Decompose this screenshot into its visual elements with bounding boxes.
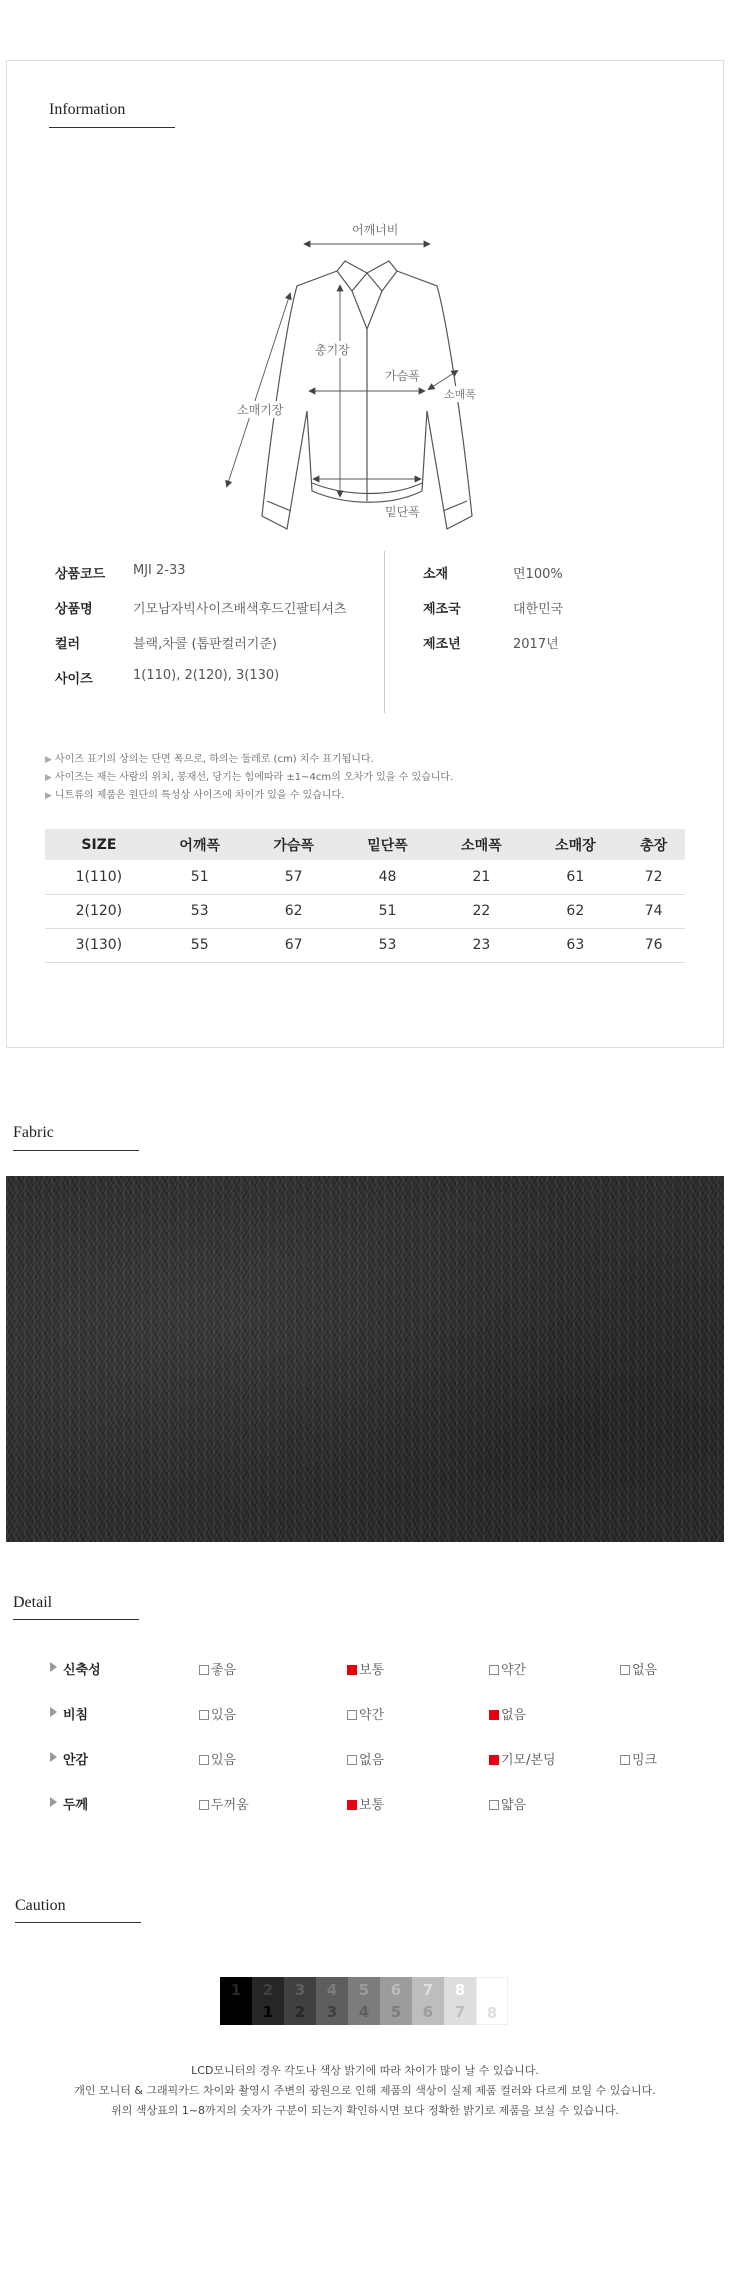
information-title: Information bbox=[49, 101, 126, 118]
shoulder-width-label: 어깨너비 bbox=[352, 223, 399, 237]
table-cell: 63 bbox=[528, 928, 622, 962]
option-yes: 있음 bbox=[199, 1749, 236, 1768]
row-arrow-icon bbox=[50, 1797, 57, 1807]
checkbox-icon bbox=[347, 1755, 357, 1765]
spec-label: 제조국 bbox=[423, 602, 461, 617]
checkbox-icon bbox=[199, 1710, 209, 1720]
checkbox-icon bbox=[489, 1665, 499, 1675]
brightness-swatch: 8 bbox=[476, 1977, 508, 2025]
table-cell: 53 bbox=[153, 894, 247, 928]
note-item: ▶ 사이즈는 재는 사람의 위치, 봉재선, 당기는 힘에따라 ±1~4cm의 오차가 있을 수 있습니다. bbox=[45, 772, 454, 783]
table-cell: 2(120) bbox=[45, 894, 153, 928]
brightness-swatch: 2 1 bbox=[252, 1977, 284, 2025]
option-none: 없음 bbox=[489, 1704, 526, 1723]
row-arrow-icon bbox=[50, 1752, 57, 1762]
option-slight: 약간 bbox=[489, 1659, 526, 1678]
row-arrow-icon bbox=[50, 1707, 57, 1717]
caution-title: Caution bbox=[15, 1897, 66, 1914]
detail-row-elasticity bbox=[0, 1659, 730, 1679]
header-cell: 총장 bbox=[622, 829, 685, 860]
spec-value: 면100% bbox=[513, 567, 563, 582]
option-thin: 얇음 bbox=[489, 1794, 526, 1813]
spec-value: MJI 2-33 bbox=[133, 563, 186, 578]
checkbox-icon bbox=[199, 1800, 209, 1810]
spec-label: 사이즈 bbox=[55, 672, 93, 687]
fabric-title: Fabric bbox=[13, 1124, 54, 1141]
detail-label: 비침 bbox=[63, 1708, 89, 1723]
spec-value: 2017년 bbox=[513, 637, 559, 652]
table-cell: 51 bbox=[153, 860, 247, 894]
size-notes bbox=[45, 751, 453, 805]
note-item: ▶ 사이즈 표기의 상의는 단면 폭으로, 하의는 둘레로 (cm) 치수 표기됩니다. bbox=[45, 754, 374, 765]
table-cell: 57 bbox=[247, 860, 341, 894]
table-row bbox=[45, 928, 685, 962]
brightness-swatch: 8 7 bbox=[444, 1977, 476, 2025]
fabric-texture-image bbox=[6, 1176, 724, 1542]
table-cell: 62 bbox=[528, 894, 622, 928]
spec-label: 컬러 bbox=[55, 637, 81, 652]
spec-label: 상품코드 bbox=[55, 567, 106, 582]
detail-title-rule bbox=[13, 1619, 139, 1620]
option-yes: 있음 bbox=[199, 1704, 236, 1723]
table-cell: 55 bbox=[153, 928, 247, 962]
fabric-title-rule bbox=[13, 1150, 139, 1151]
table-cell: 1(110) bbox=[45, 860, 153, 894]
spec-value: 블랙,차콜 (톱판컬러기준) bbox=[133, 637, 277, 652]
option-none: 없음 bbox=[620, 1659, 657, 1678]
header-cell: SIZE bbox=[45, 829, 153, 860]
table-cell: 74 bbox=[622, 894, 685, 928]
spec-label: 제조년 bbox=[423, 637, 461, 652]
option-normal: 보통 bbox=[347, 1659, 384, 1678]
checkbox-checked-icon bbox=[489, 1755, 499, 1765]
brightness-swatch: 4 3 bbox=[316, 1977, 348, 2025]
detail-row-thickness bbox=[0, 1794, 730, 1814]
spec-label: 소재 bbox=[423, 567, 449, 582]
header-cell: 어깨폭 bbox=[153, 829, 247, 860]
header-cell: 밑단폭 bbox=[341, 829, 435, 860]
table-cell: 23 bbox=[434, 928, 528, 962]
header-cell: 가슴폭 bbox=[247, 829, 341, 860]
table-cell: 3(130) bbox=[45, 928, 153, 962]
table-row bbox=[45, 860, 685, 894]
spec-divider bbox=[384, 551, 385, 713]
chest-width-label: 가슴폭 bbox=[385, 369, 420, 383]
spec-value: 대한민국 bbox=[513, 602, 564, 617]
spec-value: 기모남자빅사이즈배색후드긴팔티셔츠 bbox=[133, 602, 347, 617]
information-section bbox=[6, 60, 724, 1048]
table-cell: 76 bbox=[622, 928, 685, 962]
detail-label: 신축성 bbox=[63, 1663, 101, 1678]
note-arrow-icon: ▶ bbox=[45, 791, 52, 801]
checkbox-icon bbox=[620, 1665, 630, 1675]
caution-line: 개인 모니터 & 그래픽카드 차이와 촬영시 주변의 광원으로 인해 제품의 색상이 실제 제품 컬러와 다르게 보일 수 있습니다. bbox=[74, 2084, 656, 2097]
checkbox-icon bbox=[489, 1800, 499, 1810]
detail-row-seethrough bbox=[0, 1704, 730, 1724]
table-cell: 62 bbox=[247, 894, 341, 928]
table-cell: 61 bbox=[528, 860, 622, 894]
checkbox-checked-icon bbox=[489, 1710, 499, 1720]
spec-value: 1(110), 2(120), 3(130) bbox=[133, 668, 280, 683]
caution-notice bbox=[0, 2061, 730, 2121]
detail-row-lining bbox=[0, 1749, 730, 1769]
detail-title: Detail bbox=[13, 1594, 53, 1611]
checkbox-checked-icon bbox=[347, 1665, 357, 1675]
checkbox-checked-icon bbox=[347, 1800, 357, 1810]
caution-title-rule bbox=[15, 1922, 141, 1923]
table-cell: 72 bbox=[622, 860, 685, 894]
detail-label: 두께 bbox=[63, 1798, 89, 1813]
checkbox-icon bbox=[620, 1755, 630, 1765]
brightness-swatch: 6 5 bbox=[380, 1977, 412, 2025]
sleeve-width-label: 소매폭 bbox=[444, 388, 476, 401]
header-cell: 소매장 bbox=[528, 829, 622, 860]
brightness-swatch: 1 bbox=[220, 1977, 252, 2025]
option-slight: 약간 bbox=[347, 1704, 384, 1723]
brightness-swatch: 7 6 bbox=[412, 1977, 444, 2025]
sleeve-length-label: 소매기장 bbox=[237, 403, 284, 417]
option-good: 좋음 bbox=[199, 1659, 236, 1678]
table-cell: 51 bbox=[341, 894, 435, 928]
brightness-swatch: 5 4 bbox=[348, 1977, 380, 2025]
detail-label: 안감 bbox=[63, 1753, 89, 1768]
row-arrow-icon bbox=[50, 1662, 57, 1672]
header-cell: 소매폭 bbox=[434, 829, 528, 860]
option-thick: 두꺼움 bbox=[199, 1794, 249, 1813]
table-cell: 53 bbox=[341, 928, 435, 962]
caution-line: LCD모니터의 경우 각도나 색상 밝기에 따라 차이가 많이 날 수 있습니다. bbox=[191, 2064, 539, 2077]
checkbox-icon bbox=[199, 1755, 209, 1765]
size-table-header bbox=[45, 829, 685, 860]
size-table bbox=[45, 829, 685, 963]
table-cell: 48 bbox=[341, 860, 435, 894]
table-cell: 67 bbox=[247, 928, 341, 962]
spec-label: 상품명 bbox=[55, 602, 93, 617]
option-fleece-bonding: 기모/본딩 bbox=[489, 1749, 556, 1768]
note-arrow-icon: ▶ bbox=[45, 773, 52, 783]
option-mink: 밍크 bbox=[620, 1749, 657, 1768]
caution-line: 위의 색상표의 1~8까지의 숫자가 구분이 되는지 확인하시면 보다 정확한 밝기로 제품을 보실 수 있습니다. bbox=[111, 2104, 619, 2117]
checkbox-icon bbox=[347, 1710, 357, 1720]
total-length-label: 총기장 bbox=[315, 343, 350, 357]
option-normal: 보통 bbox=[347, 1794, 384, 1813]
brightness-swatch: 3 2 bbox=[284, 1977, 316, 2025]
option-none: 없음 bbox=[347, 1749, 384, 1768]
table-row bbox=[45, 894, 685, 928]
note-item: ▶ 니트류의 제품은 원단의 특성상 사이즈에 차이가 있을 수 있습니다. bbox=[45, 790, 345, 801]
note-arrow-icon: ▶ bbox=[45, 755, 52, 765]
checkbox-icon bbox=[199, 1665, 209, 1675]
table-cell: 22 bbox=[434, 894, 528, 928]
hem-width-label: 밑단폭 bbox=[385, 505, 420, 519]
table-cell: 21 bbox=[434, 860, 528, 894]
